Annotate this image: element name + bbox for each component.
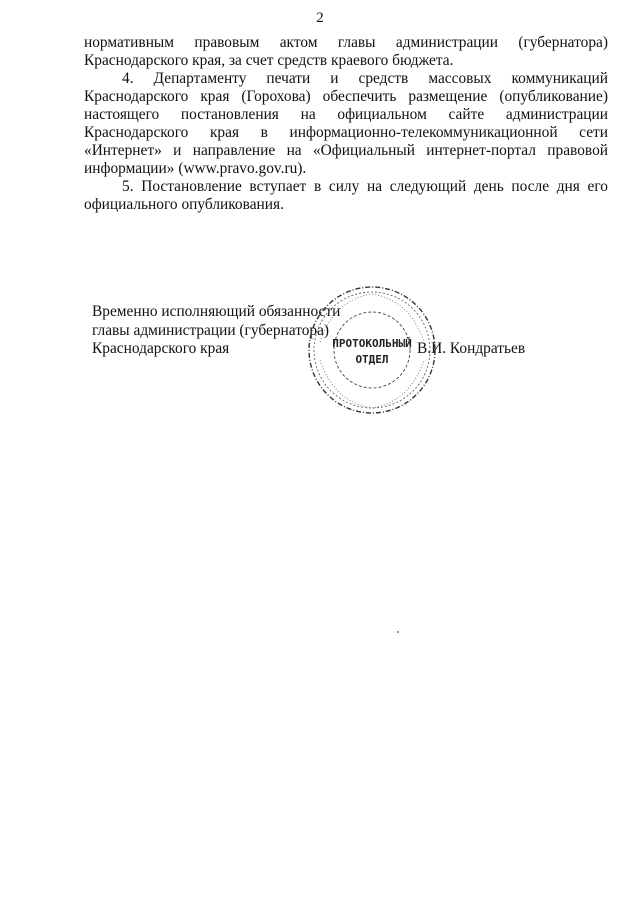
- stamp-center-line-1: ПРОТОКОЛЬНЫЙ: [332, 337, 412, 350]
- paragraph-continuation: нормативным правовым актом главы администрации (губернатора) Краснодарского края, за счет средств краевого бюджета.: [84, 34, 608, 69]
- stamp-center-line-2: ОТДЕЛ: [355, 353, 389, 366]
- document-body: [84, 34, 608, 214]
- signatory-position-line: главы администрации (губернатора): [92, 321, 330, 339]
- scan-speck: [397, 631, 399, 633]
- official-stamp: [304, 282, 440, 418]
- signatory-position-line: Временно исполняющий обязанности: [92, 303, 341, 320]
- signatory-name: В.И. Кондратьев: [417, 340, 526, 357]
- page-number: 2: [316, 10, 324, 26]
- paragraph-5: 5. Постановление вступает в силу на следующий день после дня его официального опубликования.: [84, 178, 608, 213]
- signatory-position-line: Краснодарского края: [92, 340, 230, 357]
- paragraph-4: 4. Департаменту печати и средств массовых коммуникаций Краснодарского края (Горохова) обеспечить размещение (опубликование) настоящего постановления на официальном сайте администрации Краснодарского края в информационно-телекоммуникационной сети «Интернет» и направление на «Официальный интернет-портал правовой информации» (www.pravo.gov.ru).: [84, 70, 608, 177]
